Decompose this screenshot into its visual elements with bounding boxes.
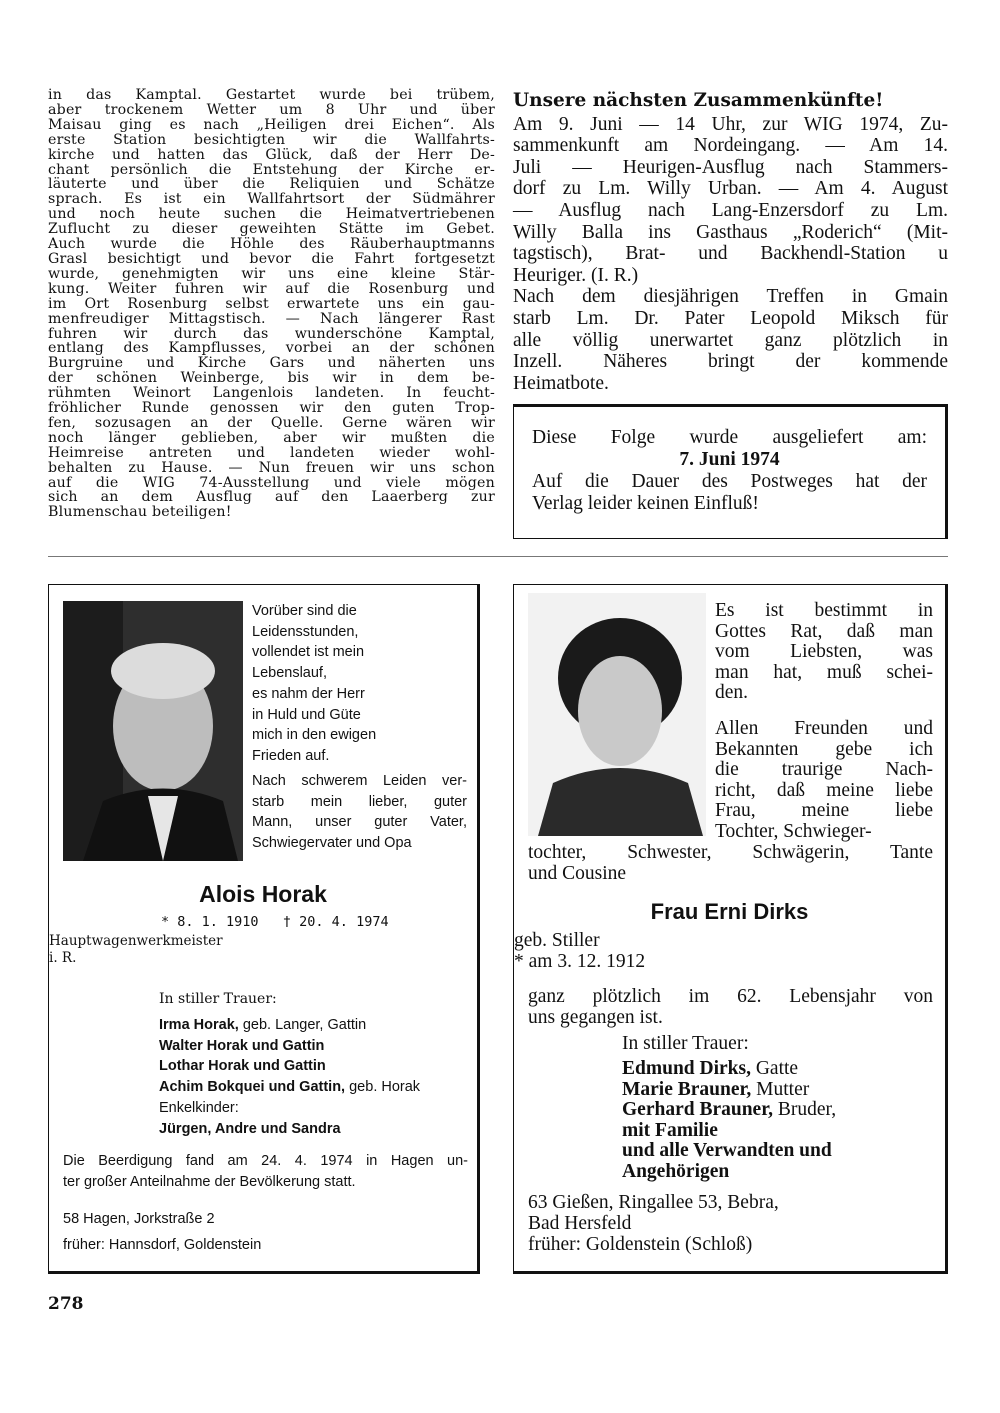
mourner-entry [159, 1098, 420, 1119]
page-number: 278 [48, 1294, 84, 1314]
text-line: Hauptwagenwerkmeister [49, 933, 223, 949]
text-line: und noch heute suchen die Heimatvertriebenen [48, 206, 495, 223]
text-line: Willy Balla ins Gasthaus „Roderich“ (Mit- [513, 221, 948, 243]
text-line: alle völlig unerwartet ganz plötzlich in [513, 329, 948, 351]
mourner-entry [622, 1080, 836, 1101]
mourner-entry [159, 1077, 420, 1098]
text-line: noch länger geblieben, aber wir mußten die [48, 429, 495, 446]
text-line: auf die WIG 74-Ausstellung und viele mögen [48, 474, 495, 491]
mourner-entry [159, 1119, 420, 1140]
text-line: Vorüber sind die [252, 603, 357, 619]
text-line: Lebenslauf, [252, 665, 327, 682]
text-line: rühmten Weinort Langenlois landeten. In feucht- [48, 385, 495, 402]
text-line: Gottes Rat, daß man [715, 620, 933, 642]
mourner-entry [159, 1036, 420, 1057]
text-line: starb mein lieber, guter [252, 793, 467, 810]
text-line: tagstisch), Brat- und Backhendl-Station u [513, 243, 948, 265]
mourner-entry [159, 1056, 420, 1077]
text-line: vollendet ist mein [252, 644, 365, 661]
text-line: kung. Weiter fuhren wir auf die Rosenburg und [48, 280, 495, 297]
text-line: Frieden auf. [252, 747, 330, 764]
text-line: den. [715, 682, 749, 704]
article-left-column [48, 88, 495, 520]
mourner-entry [622, 1121, 836, 1142]
mourners-list [622, 1059, 836, 1183]
text-line: Heuriger. (I. R.) [513, 264, 639, 286]
text-line: fuhren wir durch das wunderschöne Kamptal, [48, 325, 495, 342]
text-line: in Huld und Güte [252, 706, 361, 723]
text-line: erste Station besichtigten wir die Wallfahrts- [48, 131, 495, 148]
occupation [49, 933, 389, 967]
text-line: Allen Freunden und [715, 718, 933, 739]
mourner-entry [622, 1100, 836, 1121]
text-line: Heimreise antreten und landeten wieder wohl- [48, 444, 495, 461]
text-line: Mann, unser guter Vater, [252, 814, 467, 831]
text-line: die traurige Nach- [715, 759, 933, 781]
text-line: der schönen Weinberge, bis wir in dem be- [48, 370, 495, 387]
text-line: Nach schwerem Leiden ver- [252, 773, 467, 789]
text-line: aber trockenem Wetter um 8 Uhr und über [48, 101, 495, 118]
former-address: früher: Goldenstein (Schloß) [528, 1234, 753, 1255]
text-line: Inzell. Näheres bringt der kommende [513, 351, 948, 373]
mourner-name: und alle Verwandten und [622, 1140, 832, 1162]
text-line: entlang des Kampflusses, vorbei an der schönen [48, 340, 495, 357]
mourner-entry [622, 1059, 836, 1080]
mourner-name: Achim Bokquei und Gattin, [159, 1079, 346, 1096]
notice-date: 7. Juni 1974 [679, 449, 780, 470]
deceased-name: Frau Erni Dirks [650, 899, 809, 924]
notice-line: Diese Folge wurde ausgeliefert am: [532, 427, 927, 448]
text-line: Frau, meine liebe [715, 800, 933, 822]
text-line: Blumenschau beteiligen! [48, 504, 232, 521]
address [528, 1193, 779, 1234]
text-line: im Ort Rosenburg selbst erwartete uns ein gau- [48, 295, 495, 312]
text-line: 63 Gießen, Ringallee 53, Bebra, [528, 1192, 779, 1213]
mourner-name: Angehörigen [622, 1160, 730, 1182]
text-line: Nach dem diesjährigen Treffen in Gmain [513, 286, 948, 308]
mourner-name: Irma Horak, [159, 1017, 239, 1033]
notice-line: Auf die Dauer des Postweges hat der [532, 471, 927, 492]
text-line: ter großer Anteilnahme der Bevölkerung statt. [63, 1173, 356, 1190]
text-line: Es ist bestimmt in [715, 600, 933, 621]
death-info [528, 987, 933, 1028]
death-announcement [715, 719, 933, 843]
text-line: kirche und hatten das Glück, daß der Herr De- [48, 146, 495, 163]
text-line: Juli — Heurigen-Ausflug nach Stammers- [513, 156, 948, 178]
memorial-verse [715, 601, 933, 704]
former-address: früher: Hannsdorf, Goldenstein [63, 1237, 262, 1253]
obituary-notice-paragraph [513, 286, 948, 394]
mourner-entry [159, 1015, 420, 1036]
mourners-list [159, 1015, 420, 1139]
portrait-photo [63, 601, 243, 861]
mourner-relation: geb. Langer, Gattin [238, 1017, 367, 1033]
funeral-info [63, 1151, 468, 1192]
mourner-name: mit Familie [622, 1119, 718, 1141]
text-line: Tochter, Schwieger- [715, 820, 872, 842]
memorial-verse [252, 601, 376, 767]
mourner-entry [622, 1141, 836, 1162]
text-line: Schwiegervater und Opa [252, 835, 412, 852]
text-line: Auch wurde die Höhle des Räuberhauptmanns [48, 236, 495, 253]
text-line: richt, daß meine liebe [715, 779, 933, 801]
mourner-name: Marie Brauner, [622, 1078, 752, 1100]
text-line: tochter, Schwester, Schwägerin, Tante [528, 842, 933, 863]
text-line: Heimatbote. [513, 372, 609, 394]
mourning-label: In stiller Trauer: [159, 991, 277, 1007]
text-line: behalten zu Hause. — Nun freuen wir uns schon [48, 459, 495, 476]
text-line: i. R. [49, 950, 77, 966]
notice-line: Verlag leider keinen Einfluß! [532, 493, 759, 514]
text-line: sprach. Es ist ein Wallfahrtsort der Südmährer [48, 191, 495, 208]
mourner-name: Edmund Dirks, [622, 1058, 751, 1079]
text-line: mich in den ewigen [252, 727, 377, 744]
text-line: menfreudiger Mittagstisch. — Nach längerer Rast [48, 310, 495, 327]
death-announcement [252, 771, 467, 854]
text-line: Zuflucht zu dieser geweihten Stätte im Gebet. [48, 221, 495, 238]
text-line: läuterte und über die Reliquien und Schätze [48, 176, 495, 193]
portrait-photo [528, 593, 706, 836]
text-line: * am 3. 12. 1912 [514, 950, 646, 972]
text-line: geb. Stiller [514, 930, 600, 951]
text-line: Die Beerdigung fand am 24. 4. 1974 in Hagen un- [63, 1153, 468, 1169]
delivery-notice-box [513, 404, 948, 539]
mourner-entry [622, 1162, 836, 1183]
text-line: sammenkunft am Nordeingang. — Am 14. [513, 135, 948, 157]
text-line: man hat, muß schei- [715, 661, 933, 683]
address: 58 Hagen, Jorkstraße 2 [63, 1211, 215, 1227]
text-line: Leidensstunden, [252, 623, 359, 640]
divider [48, 556, 948, 557]
text-line: in das Kamptal. Gestartet wurde bei trübem, [48, 87, 495, 103]
article-right-column [513, 90, 948, 394]
mourner-relation: geb. Horak [345, 1079, 421, 1096]
text-line: starb Lm. Dr. Pater Leopold Miksch für [513, 307, 948, 329]
text-line: ganz plötzlich im 62. Lebensjahr von [528, 986, 933, 1007]
mourner-name: Walter Horak und Gattin [159, 1037, 325, 1054]
mourner-relation: Gatte [750, 1058, 799, 1079]
mourner-name: Gerhard Brauner, [622, 1099, 773, 1121]
death-announcement-cont [528, 843, 933, 884]
obituary-erni-dirks [513, 584, 948, 1274]
mourning-label: In stiller Trauer: [622, 1033, 749, 1054]
deceased-name: Alois Horak [199, 881, 327, 907]
mourner-relation: Mutter [751, 1078, 810, 1100]
text-line: Maisau ging es nach „Heiligen drei Eichen“. Als [48, 116, 495, 133]
text-line: Grasl besichtigt und bevor die Fahrt fortgesetzt [48, 250, 495, 267]
text-line: und Cousine [528, 862, 627, 884]
text-line: fen, sozusagen an der Quelle. Gerne wären wir [48, 414, 495, 431]
mourner-relation: Enkelkinder: [159, 1099, 239, 1116]
mourner-name: Lothar Horak und Gattin [159, 1058, 326, 1075]
mourner-name: Jürgen, Andre und Sandra [159, 1120, 341, 1137]
text-line: sich an dem Ausflug auf den Laaerberg zur [48, 489, 495, 506]
text-line: Bad Hersfeld [528, 1212, 632, 1234]
text-line: uns gegangen ist. [528, 1006, 663, 1028]
text-line: Bekannten gebe ich [715, 738, 933, 760]
text-line: — Ausflug nach Lang-Enzersdorf zu Lm. [513, 199, 948, 221]
life-dates: * 8. 1. 1910 † 20. 4. 1974 [161, 914, 389, 930]
text-line: chant persönlich die Entstehung der Kirche er- [48, 161, 495, 178]
text-line: Burgruine und Kirche Gars und näherten uns [48, 355, 495, 372]
mourner-relation: Bruder, [772, 1099, 837, 1121]
obituary-alois-horak [48, 584, 480, 1274]
text-line: wurde, genehmigten wir uns eine kleine Stär- [48, 265, 495, 282]
text-line: dorf zu Lm. Willy Urban. — Am 4. August [513, 178, 948, 200]
text-line: Am 9. Juni — 14 Uhr, zur WIG 1974, Zu- [513, 113, 948, 135]
text-line: es nahm der Herr [252, 685, 365, 702]
meetings-paragraph [513, 114, 948, 287]
birth-info [514, 931, 945, 972]
text-line: fröhlicher Runde genossen wir den guten Trop- [48, 400, 495, 417]
section-heading: Unsere nächsten Zusammenkünfte! [513, 90, 884, 111]
text-line: vom Liebsten, was [715, 641, 933, 663]
